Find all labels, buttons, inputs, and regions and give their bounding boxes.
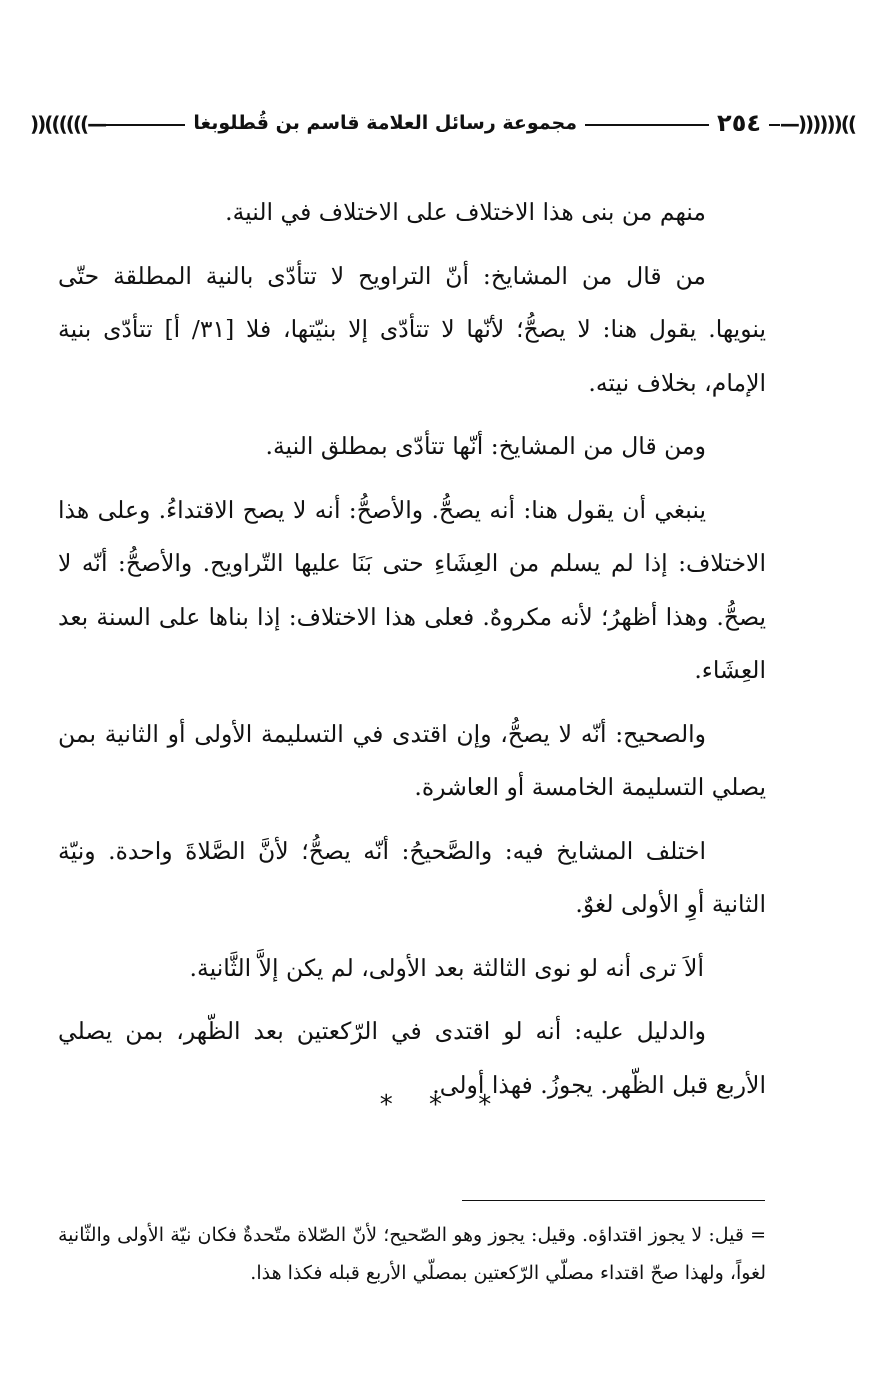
page-number: ٢٥٤ — [709, 106, 769, 140]
paragraph: منهم من بنى هذا الاختلاف على الاختلاف في النية. — [225, 198, 706, 226]
running-title: مجموعة رسائل العلامة قاسم بن قُطلوبغا — [185, 108, 585, 138]
section-separator: * * * — [379, 1090, 506, 1120]
paragraph: والصحيح: أنّه لا يصحُّ، وإن اقتدى في التسليمة الأولى أو الثانية بمن يصلي التسليمة الخامسة أو العاشرة. — [58, 719, 766, 801]
running-header — [30, 106, 855, 142]
paragraph: من قال من المشايخ: أنّ التراويح لا تتأدّى بالنية المطلقة حتّى ينويها. يقول هنا: لا يصحُّ؛ لأنّها لا تتأدّى إلا بنيّتها، فلا [٣١/ أ] تتأدّى بنية الإمام، بخلاف نيته. — [58, 261, 766, 397]
paragraph: ألاَ ترى أنه لو نوى الثالثة بعد الأولى، لم يكن إلاَّ الثَّانية. — [189, 953, 704, 982]
footnote-text: = قيل: لا يجوز اقتداؤه. وقيل: يجوز وهو الصّحيح؛ لأنّ الصّلاة متّحدةٌ فكان نيّة الأولى والثّانية لغواً، ولهذا صحّ اقتداء مصلّي الرّكعتين بمصلّي الأربع قبله فكذا هذا. — [58, 1224, 766, 1284]
main-text — [58, 186, 766, 1122]
paragraph: ومن قال من المشايخ: أنّها تتأدّى بمطلق النية. — [265, 432, 706, 460]
header-ornament-right: —))))))(( — [780, 109, 855, 139]
paragraph: ينبغي أن يقول هنا: أنه يصحُّ. والأصحُّ: أنه لا يصح الاقتداءُ. وعلى هذا الاختلاف: إذا لم يسلم من العِشَاءِ حتى بَنَا عليها التّراويح. والأصحُّ: أنّه لا يصحُّ. وهذا أظهرُ؛ لأنه مكروهٌ. فعلى هذا الاختلاف: إذا بناها على السنة بعد العِشَاء. — [58, 495, 766, 684]
footnote-divider — [462, 1200, 765, 1201]
paragraph: والدليل عليه: أنه لو اقتدى في الرّكعتين بعد الظّهر، بمن يصلي الأربع قبل الظّهر. يجوزُ. فهذا أولى. — [58, 1017, 766, 1099]
paragraph: اختلف المشايخ فيه: والصَّحيحُ: أنّه يصحُّ؛ لأنَّ الصَّلاةَ واحدة. ونيّة الثانية أوِ الأولى لغوٌ. — [58, 836, 766, 918]
footnote — [58, 1216, 766, 1292]
header-ornament-left: ))((((((— — [30, 109, 105, 139]
